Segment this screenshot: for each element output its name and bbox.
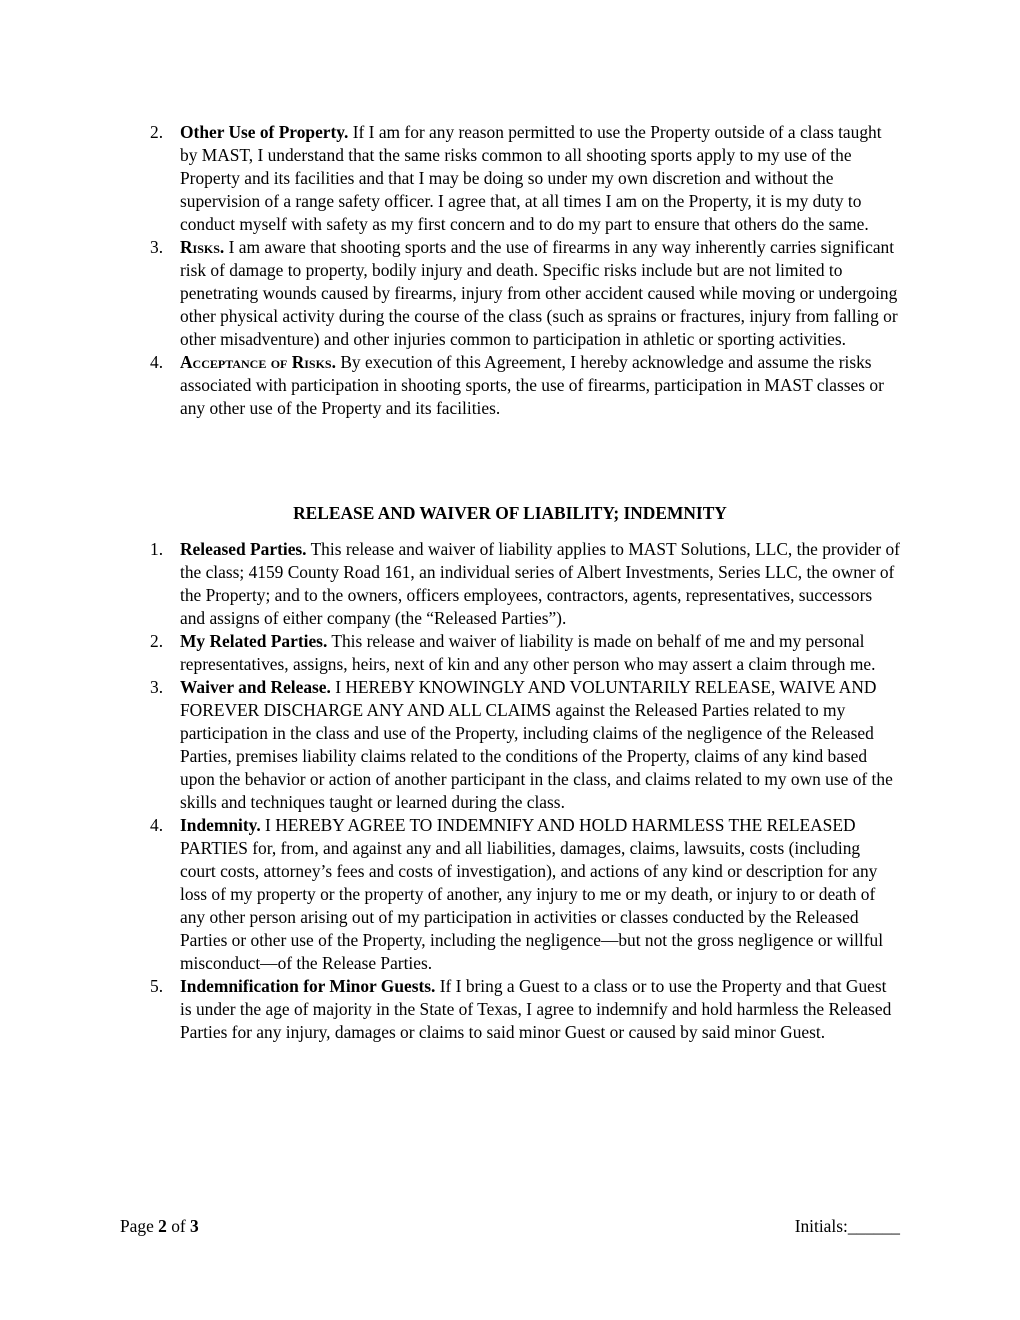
item-number: 4.: [150, 815, 164, 835]
item-term: Waiver and Release.: [180, 677, 331, 697]
risks-list: [0, 121, 900, 420]
list-item: [0, 630, 900, 676]
list-item: [0, 538, 900, 630]
list-item: [0, 121, 900, 236]
item-number: 3.: [150, 237, 164, 257]
item-number: 1.: [150, 539, 164, 559]
item-number: 2.: [150, 631, 164, 651]
page-prefix: Page: [120, 1216, 159, 1236]
item-text: By execution of this Agreement, I hereby acknowledge and assume the risks associated with participation in shooting sports, the use of firearms, participation in MAST classes or any other use of the Property and its facilities.: [180, 352, 884, 418]
item-number: 2.: [150, 122, 164, 142]
list-item: [0, 676, 900, 814]
item-term: Released Parties.: [180, 539, 307, 559]
item-text: This release and waiver of liability is made on behalf of me and my personal representatives, assigns, heirs, next of kin and any other person who may assert a claim through me.: [180, 631, 876, 674]
section-heading: RELEASE AND WAIVER OF LIABILITY; INDEMNITY: [293, 503, 727, 523]
item-text: I HEREBY KNOWINGLY AND VOLUNTARILY RELEASE, WAIVE AND FOREVER DISCHARGE ANY AND ALL CLAIMS against the Released Parties related to my participation in the class and use of the Property, including claims of the negligence of the Released Parties, premises liability claims related to the conditions of the Property, claims of any kind based upon the behavior or action of another participant in the class, and claims related to my own use of the skills and techniques taught or learned during the class.: [180, 677, 893, 812]
page-mid: of: [166, 1216, 191, 1236]
page-number: [120, 1215, 199, 1238]
item-term: Indemnification for Minor Guests.: [180, 976, 436, 996]
list-item: [0, 814, 900, 975]
item-text: I am aware that shooting sports and the use of firearms in any way inherently carries significant risk of damage to property, bodily injury and death. Specific risks include but are not limited to penetrating wounds caused by firearms, injury from other accident caused while moving or undergoing other physical activity during the course of the class (such as sprains or fractures, injury from falling or other misadventure) and other injuries common to participation in athletic or sporting activities.: [180, 237, 898, 349]
item-number: 4.: [150, 352, 164, 372]
release-list: [0, 538, 900, 1044]
item-term: Acceptance of Risks.: [180, 352, 336, 372]
item-number: 3.: [150, 677, 164, 697]
item-text: If I am for any reason permitted to use the Property outside of a class taught by MAST, I understand that the same risks common to all shooting sports apply to my use of the Property and its facilities and that I may be doing so under my own discretion and without the supervision of a range safety officer. I agree that, at all times I am on the Property, it is my duty to conduct myself with safety as my first concern and to do my part to ensure that others do the same.: [180, 122, 882, 234]
item-text: I HEREBY AGREE TO INDEMNIFY AND HOLD HARMLESS THE RELEASED PARTIES for, from, and against any and all liabilities, damages, claims, lawsuits, costs (including court costs, attorney’s fees and costs of investigation), and actions of any kind or description for any loss of my property or the property of another, any injury to me or my death, or injury to or death of any other person arising out of my participation in activities or classes conducted by the Released Parties or other use of the Property, including the negligence—but not the gross negligence or willful misconduct—of the Release Parties.: [180, 815, 884, 973]
list-item: [0, 351, 900, 420]
list-item: [0, 236, 900, 351]
item-term: Indemnity.: [180, 815, 261, 835]
item-term: Other Use of Property.: [180, 122, 349, 142]
page-current: 2: [158, 1216, 167, 1236]
item-text: If I bring a Guest to a class or to use the Property and that Guest is under the age of majority in the State of Texas, I agree to indemnify and hold harmless the Released Parties for any injury, damages or claims to said minor Guest or caused by said minor Guest.: [180, 976, 892, 1042]
page-total: 3: [190, 1216, 199, 1236]
item-text: This release and waiver of liability applies to MAST Solutions, LLC, the provider of the class; 4159 County Road 161, an individual series of Albert Investments, Series LLC, the owner of the Property; and to the owners, officers employees, contractors, agents, representatives, successors and assigns of either company (the “Released Parties”).: [180, 539, 900, 628]
list-item: [0, 975, 900, 1044]
item-term: My Related Parties.: [180, 631, 328, 651]
initials-field: Initials:______: [794, 1216, 900, 1236]
item-number: 5.: [150, 976, 164, 996]
item-term: Risks.: [180, 237, 225, 257]
